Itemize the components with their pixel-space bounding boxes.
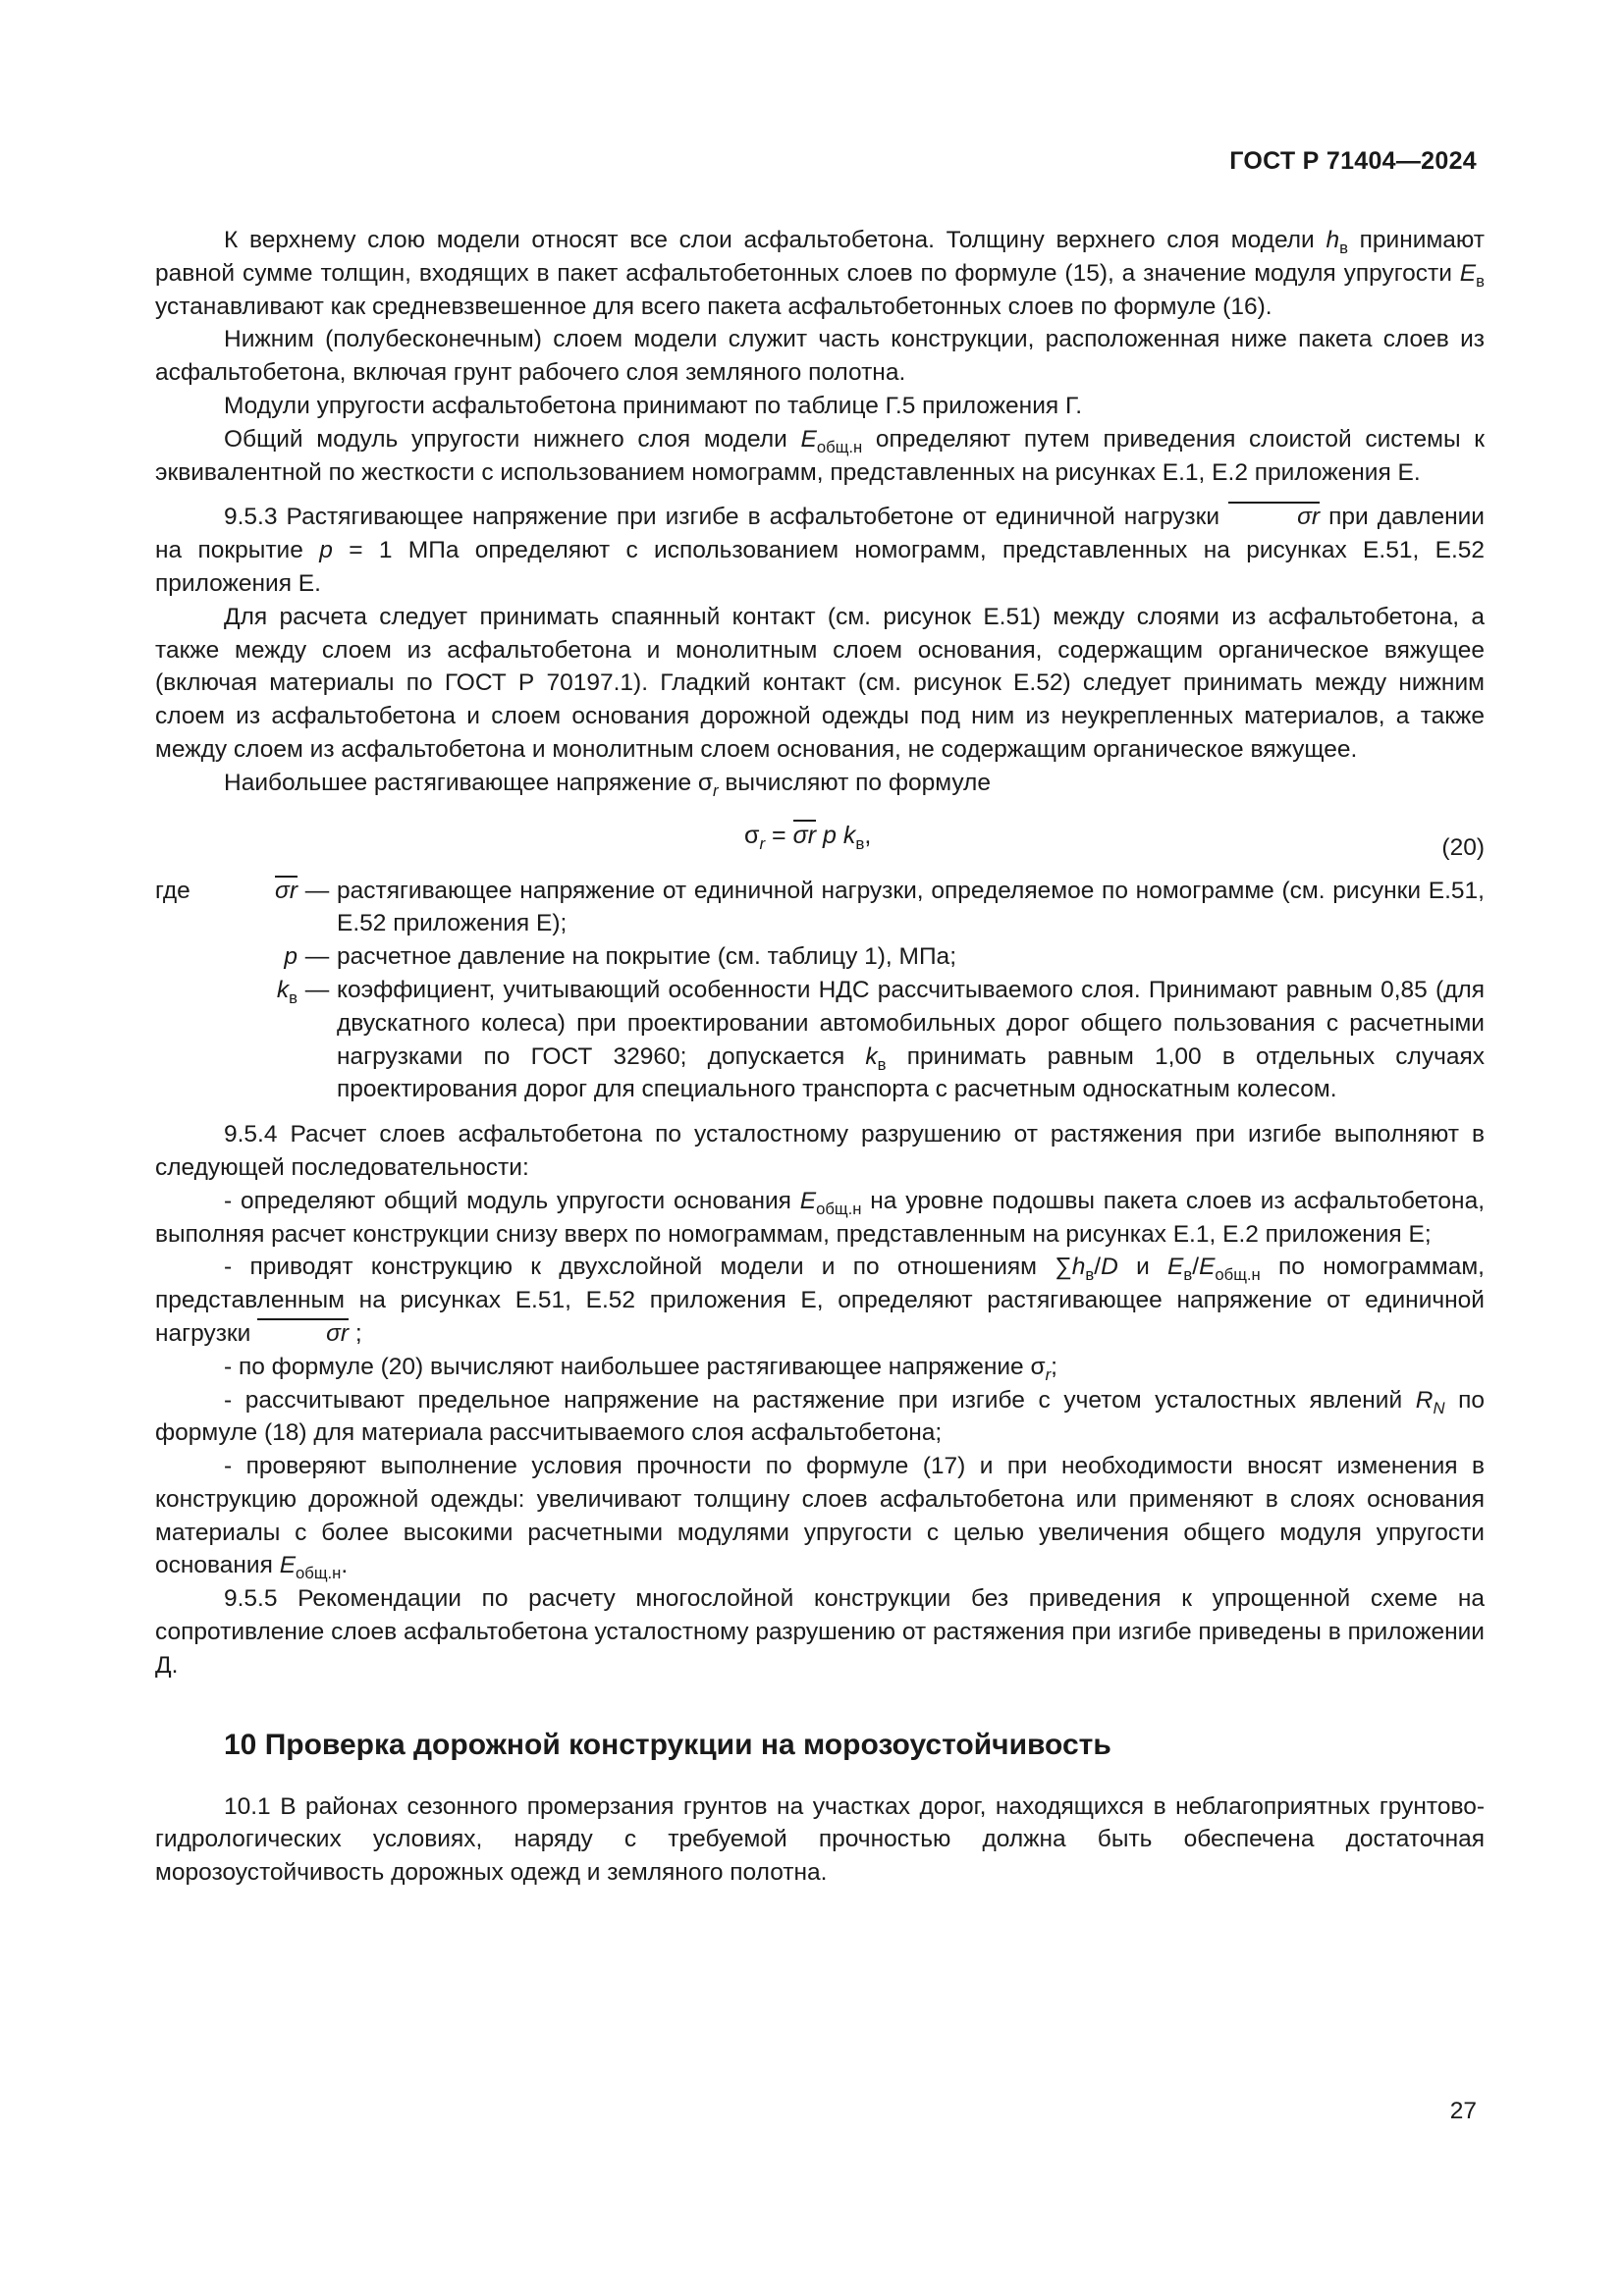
- list-item: - проверяют выполнение условия прочности по формуле (17) и при необходимости вносят изменения в конструкцию дорожной одежды: увеличивают толщину слоев асфальтобетона или применяют в слоях основания материалы с более высокими расчетными модулями упругости с целью увеличения общего модуля упругости основания $E_{общ.н}$.: [155, 1453, 1485, 1583]
- document-number: ГОСТ Р 71404—2024: [1229, 147, 1477, 175]
- paragraph: Общий модуль упругости нижнего слоя модели $E_{общ.н}$ определяют путем приведения слоистой системы к эквивалентной по жесткости с использованием номограмм, представленных на рисунках Е.1, Е.2 приложения Е.: [155, 425, 1485, 486]
- paragraph: Нижним (полубесконечным) слоем модели служит часть конструкции, расположенная ниже пакета слоев из асфальтобетона, включая грунт рабочего слоя земляного полотна.: [155, 326, 1485, 387]
- list-item: - рассчитывают предельное напряжение на растяжение при изгибе с учетом усталостных явлений $R_N$ по формуле (18) для материала рассчитываемого слоя асфальтобетона;: [155, 1386, 1485, 1447]
- paragraph: Модули упругости асфальтобетона принимают по таблице Г.5 приложения Г.: [224, 392, 1083, 419]
- sigma-bar-symbol: σr: [257, 1318, 349, 1347]
- clause-9-5-3: 9.5.3 Растягивающее напряжение при изгибе в асфальтобетоне от единичной нагрузки σr при давлении на покрытие p = 1 МПа определяют с использованием номограмм, представленных на рисунках Е.51, Е.52 приложения Е.: [155, 504, 1485, 597]
- formula-expression: $\sigma_r = \sigma r$ p $k_в$,: [744, 821, 872, 853]
- sigma-bar-symbol: σr: [792, 821, 817, 849]
- paragraph: Для расчета следует принимать спаянный контакт (см. рисунок Е.51) между слоями из асфальтобетона, а также между слоем из асфальтобетона и монолитным слоем основания, содержащим органическое вяжущее (включая материалы по ГОСТ Р 70197.1). Гладкий контакт (см. рисунок Е.52) следует принимать между нижним слоем из асфальтобетона и слоем основания дорожной одежды под ним из неукрепленных материалов, а также между слоем из асфальтобетона и монолитным слоем основания, не содержащим органическое вяжущее.: [155, 603, 1485, 763]
- document-body: [155, 224, 1485, 1890]
- where-item: $k_в$ — коэффициент, учитывающий особенности НДС рассчитываемого слоя. Принимают равным 0,85 (для двускатного колеса) при проектировании автомобильных дорог общего пользования с расчетными нагрузками по ГОСТ 32960; допускается $k_в$ принимать равным 1,00 в отдельных случаях проектирования дорог для специального транспорта с расчетным односкатным колесом.: [276, 976, 1485, 1103]
- list-item: - по формуле (20) вычисляют наибольшее растягивающее напряжение $\sigma_r$;: [224, 1353, 1057, 1384]
- where-item: где σr — растягивающее напряжение от единичной нагрузки, определяемое по номограмме (см. рисунки Е.51, Е.52 приложения Е);: [155, 877, 1485, 937]
- page-number: 27: [1449, 2098, 1477, 2124]
- list-item: - приводят конструкцию к двухслойной модели и по отношениям $\sum h_в/D$ и $E_в/E_{общ.н}$ по номограммам, представленным на рисунках Е.51, Е.52 приложения Е, определяют растягивающее напряжение от единичной нагрузки σr ;: [155, 1254, 1485, 1347]
- where-item: p — расчетное давление на покрытие (см. таблицу 1), МПа;: [284, 943, 956, 971]
- sigma-bar-symbol: σr: [1228, 502, 1320, 530]
- list-item: - определяют общий модуль упругости основания $E_{общ.н}$ на уровне подошвы пакета слоев из асфальтобетона, выполняя расчет конструкции снизу вверх по номограммам, представленным на рисунках Е.1, Е.2 приложения Е;: [155, 1187, 1486, 1248]
- clause-9-5-5: 9.5.5 Рекомендации по расчету многослойной конструкции без приведения к упрощенной схеме на сопротивление слоев асфальтобетона усталостному разрушению от растяжения при изгибе приведены в приложении Д.: [155, 1585, 1485, 1679]
- clause-10-1: 10.1 В районах сезонного промерзания грунтов на участках дорог, находящихся в неблагоприятных грунтово-гидрологических условиях, наряду с требуемой прочностью должна быть обеспечена достаточная морозоустойчивость дорожных одежд и земляного полотна.: [155, 1792, 1485, 1887]
- paragraph: К верхнему слою модели относят все слои асфальтобетона. Толщину верхнего слоя модели $h_в$ принимают равной сумме толщин, входящих в пакет асфальтобетонных слоев по формуле (15), а значение модуля упругости $E_в$ устанавливают как средневзвешенное для всего пакета асфальтобетонных слоев по формуле (16).: [155, 227, 1485, 320]
- section-title: 10 Проверка дорожной конструкции на морозоустойчивость: [224, 1728, 1111, 1761]
- formula-20: [155, 808, 1485, 875]
- clause-9-5-4: 9.5.4 Расчет слоев асфальтобетона по усталостному разрушению от растяжения при изгибе выполняют в следующей последовательности:: [155, 1121, 1485, 1181]
- formula-number: (20): [1441, 833, 1485, 861]
- sigma-bar-symbol: σr: [275, 877, 298, 904]
- paragraph: Наибольшее растягивающее напряжение $\sigma_r$ вычисляют по формуле: [224, 769, 991, 800]
